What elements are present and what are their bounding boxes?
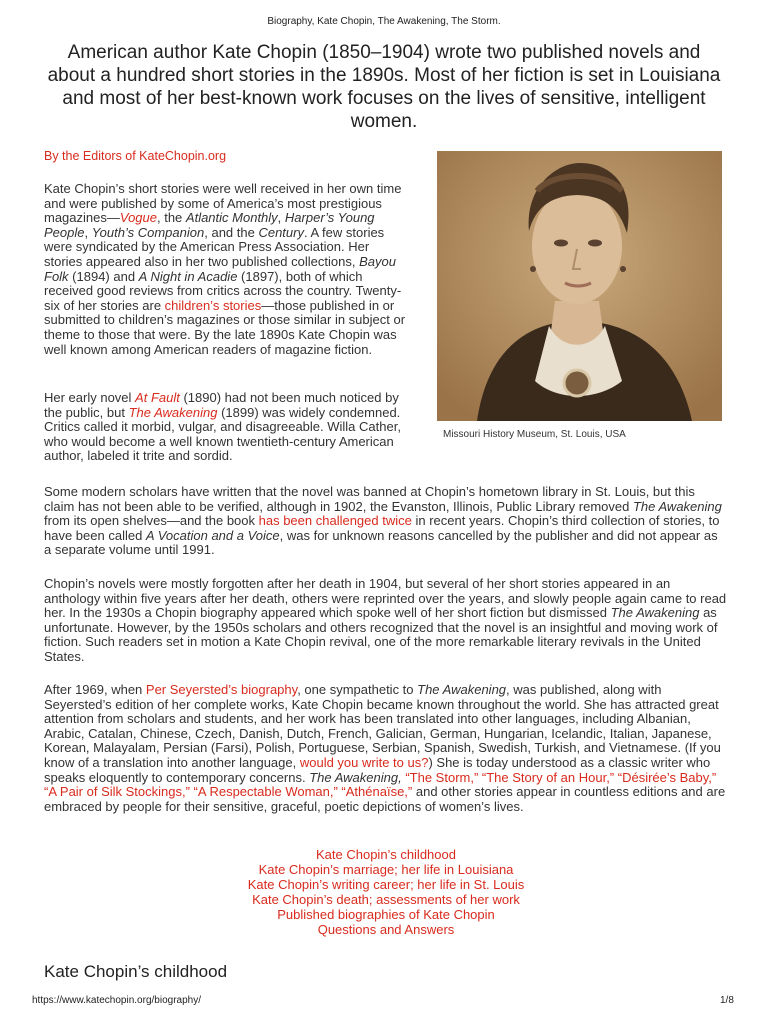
text: ) She is today understood as a classic writer who speaks eloquently to contemporary concerns. (44, 754, 711, 785)
text: (1897), both of which received good reviews from critics across the country. Twenty-six of her stories are (44, 268, 402, 313)
link-at-fault[interactable] (135, 390, 180, 405)
link-seyersted-biography[interactable]: Per Seyersted’s biography (145, 682, 298, 697)
text: Chopin’s novels were mostly forgotten after her death in 1904, but several of her short stories appeared in an anthology within five years after her death, others were reprinted over the years, and slowly people again came to read her. In the 1930s a Chopin biography appeared which spoke well of her short fiction but dismissed (44, 576, 727, 621)
title-the-awakening: The Awakening (610, 605, 700, 621)
paragraph-stories (44, 182, 410, 357)
title-vogue: Vogue (119, 210, 157, 226)
portrait-photo (437, 151, 722, 421)
text: , (84, 224, 92, 240)
section-heading: Kate Chopin’s childhood (44, 962, 228, 981)
title-vocation-and-voice: A Vocation and a Voice (145, 527, 280, 543)
text: in recent years. Chopin’s third collection of stories, to have been called (44, 513, 720, 543)
paragraph-banned (44, 485, 728, 558)
portrait-illustration (437, 151, 722, 421)
link-challenged-twice[interactable]: has been challenged twice (258, 513, 412, 529)
text: Some modern scholars have written that the novel was banned at Chopin’s hometown library in St. Louis, but this claim has not been able to be verified, although in 1902, the Evanston, Illinois, Public Library removed (44, 484, 695, 514)
title-bayou-folk: Bayou Folk (44, 253, 396, 284)
link-the-awakening[interactable] (129, 405, 218, 420)
text: from its open shelves—and the book (44, 513, 259, 529)
toc-link-death[interactable]: Kate Chopin’s death; assessments of her work (252, 892, 520, 907)
footer-page-number: 1/8 (720, 995, 734, 1006)
paragraph-seyersted (44, 683, 728, 814)
title-century: Century (258, 224, 304, 240)
text: . A few stories were syndicated by the American Press Association. Her stories appeared also in her two published collections, (44, 224, 385, 269)
title-harpers: Harper’s Young People (44, 210, 375, 240)
title-the-awakening: The Awakening (417, 682, 507, 697)
text: , the (156, 210, 186, 226)
page-header-title: Biography, Kate Chopin, The Awakening, The Storm. (267, 16, 501, 27)
toc-link-childhood[interactable]: Kate Chopin’s childhood (316, 847, 456, 862)
title-atlantic-monthly: Atlantic Monthly (185, 210, 278, 226)
text: , was published, along with Seyersted’s edition of her complete works, Kate Chopin became known throughout the world. She has attracted great attention from scholars and students, and her work has been translated into other languages, including Albanian, Arabic, Catalan, Chinese, Czech, Danish, Dutch, French, Galician, German, Hungarian, Icelandic, Italian, Japanese, Korean, Malayalam, Persian (Farsi), Polish, Portuguese, Serbian, Spanish, Swedish, Turkish, and Vietnamese. (If you know of a translation into another language, (44, 682, 721, 770)
text: , and the (204, 224, 259, 240)
title-at-fault: At Fault (135, 390, 180, 405)
title-the-awakening: The Awakening (128, 404, 218, 420)
title-the-awakening: The Awakening, (309, 769, 402, 785)
text: After 1969, when (44, 682, 146, 697)
text: , was for unknown reasons cancelled by the publisher and did not appear as a separate volume until 1991. (44, 527, 718, 558)
text: Her early novel (44, 390, 136, 405)
table-of-contents (44, 847, 728, 937)
link-childrens-stories[interactable]: children’s stories (164, 297, 262, 313)
lede-paragraph: American author Kate Chopin (1850–1904) wrote two published novels and about a hundred short stories in the 1890s. Most of her fiction is set in Louisiana and most of her best-known work focuses on the lives of sensitive, intelligent women. (47, 42, 721, 132)
link-write-to-us[interactable]: would you write to us? (299, 754, 429, 770)
paragraph-early-novel (44, 391, 410, 464)
text: , (277, 210, 285, 226)
toc-link-marriage[interactable]: Kate Chopin’s marriage; her life in Louisiana (258, 862, 514, 877)
title-night-in-acadie: A Night in Acadie (138, 268, 238, 284)
link-stories[interactable]: “The Storm,” “The Story of an Hour,” “Désirée’s Baby,” “A Pair of Silk Stockings,” “A Respectable Woman,” “Athénaïse,” (44, 769, 717, 800)
text: Kate Chopin’s short stories were well received in her own time and were published by some of America’s most prestigious magazines— (44, 181, 402, 226)
text: (1899) was widely condemned. Critics called it morbid, vulgar, and disagreeable. Willa Cather, who would become a well known twentieth-century American author, labeled it trite and sordid. (44, 404, 401, 464)
link-vogue[interactable] (120, 210, 157, 225)
title-youths-companion: Youth’s Companion (91, 224, 205, 240)
toc-link-questions[interactable]: Questions and Answers (317, 922, 455, 937)
text: , one sympathetic to (297, 682, 418, 697)
title-the-awakening: The Awakening (632, 498, 722, 514)
text: and other stories appear in countless editions and are embraced by people for their sensitive, graceful, poetic depictions of women’s lives. (44, 784, 726, 814)
text: (1890) had not been much noticed by the public, but (44, 390, 399, 420)
text: —those published in or submitted to children’s magazines or those similar in subject or theme to those that were. By the late 1890s Kate Chopin was well known among American readers of magazine fiction. (44, 297, 406, 357)
photo-caption: Missouri History Museum, St. Louis, USA (443, 429, 626, 440)
toc-link-biographies[interactable]: Published biographies of Kate Chopin (277, 907, 495, 922)
paragraph-revival (44, 577, 728, 665)
footer-url: https://www.katechopin.org/biography/ (32, 995, 201, 1006)
toc-link-writing-career[interactable]: Kate Chopin’s writing career; her life in St. Louis (247, 877, 525, 892)
byline-link[interactable]: By the Editors of KateChopin.org (44, 149, 227, 163)
text: (1894) and (68, 268, 139, 284)
text: as unfortunate. However, by the 1950s scholars and others recognized that the novel is an insightful and moving work of fiction. Such readers set in motion a Kate Chopin revival, one of the more remarkable literary revivals in the United States. (44, 605, 718, 664)
